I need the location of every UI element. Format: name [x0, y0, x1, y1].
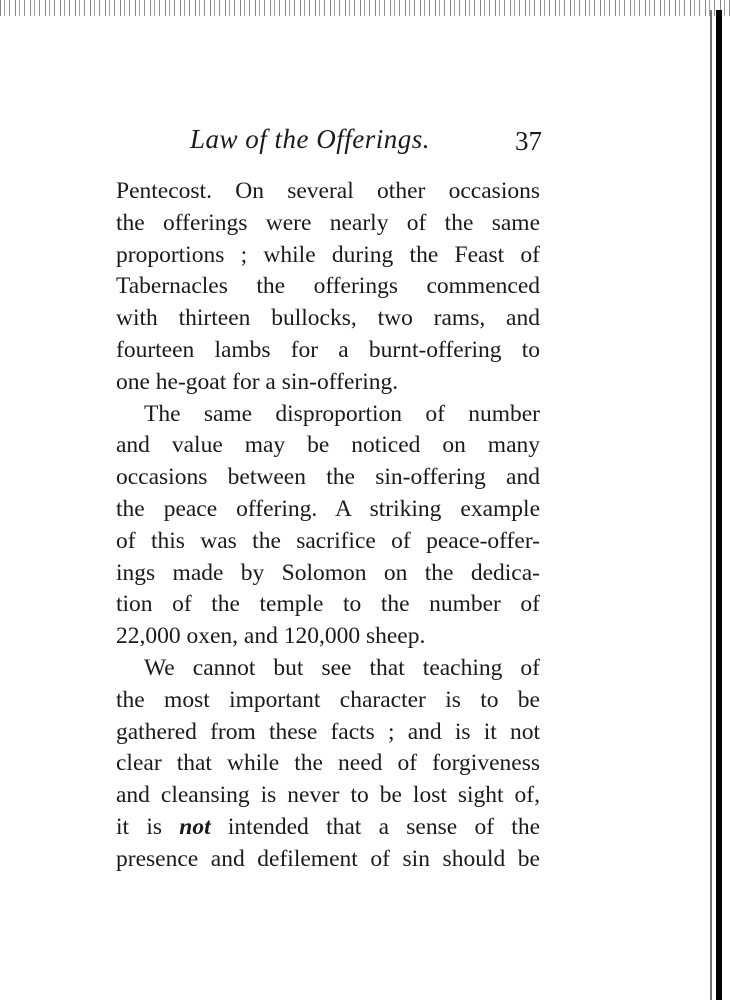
running-title: Law of the Offerings. — [190, 124, 431, 154]
text-line: clear that while the need of forgiveness — [116, 750, 540, 777]
text-line: proportions ; while during the Feast of — [116, 241, 540, 268]
text-line: Pentecost. On several other occasions — [116, 178, 540, 204]
text-line: and value may be noticed on many — [116, 432, 540, 459]
page-header — [190, 124, 542, 164]
emphasis-post: intended that a sense of the — [227, 813, 540, 840]
text-line: tion of the temple to the number of — [116, 591, 540, 618]
page-number: 37 — [515, 126, 542, 156]
body-text — [116, 176, 540, 876]
text-line: with thirteen bullocks, two rams, and — [116, 305, 540, 332]
text-line: We cannot but see that teaching of — [144, 654, 540, 681]
text-line: of this was the sacrifice of peace-offer- — [116, 527, 540, 554]
text-line: and cleansing is never to be lost sight of, — [116, 782, 540, 809]
text-line: the peace offering. A striking example — [116, 495, 540, 522]
text-line: presence and defilement of sin should be — [116, 845, 540, 872]
text-line: occasions between the sin-offering and — [116, 464, 540, 491]
text-line: Tabernacles the offerings commenced — [116, 273, 540, 300]
text-line: the offerings were nearly of the same — [116, 209, 540, 236]
emphasis-word: not — [179, 813, 211, 840]
text-line: fourteen lambs for a burnt-offering to — [116, 336, 540, 363]
scan-top-edge — [0, 0, 730, 16]
emphasis-pre: it is — [116, 813, 162, 840]
text-line: ings made by Solomon on the dedica- — [116, 559, 540, 586]
scan-right-edge — [716, 10, 722, 1000]
text-line: the most important character is to be — [116, 686, 540, 713]
text-line-emphasis — [116, 812, 540, 844]
text-line: 22,000 oxen, and 120,000 sheep. — [116, 623, 426, 650]
text-line: gathered from these facts ; and is it not — [116, 718, 540, 745]
text-line: The same disproportion of number — [144, 400, 540, 427]
text-line: one he-goat for a sin-offering. — [116, 368, 399, 395]
scan-right-edge-line — [710, 10, 712, 1000]
